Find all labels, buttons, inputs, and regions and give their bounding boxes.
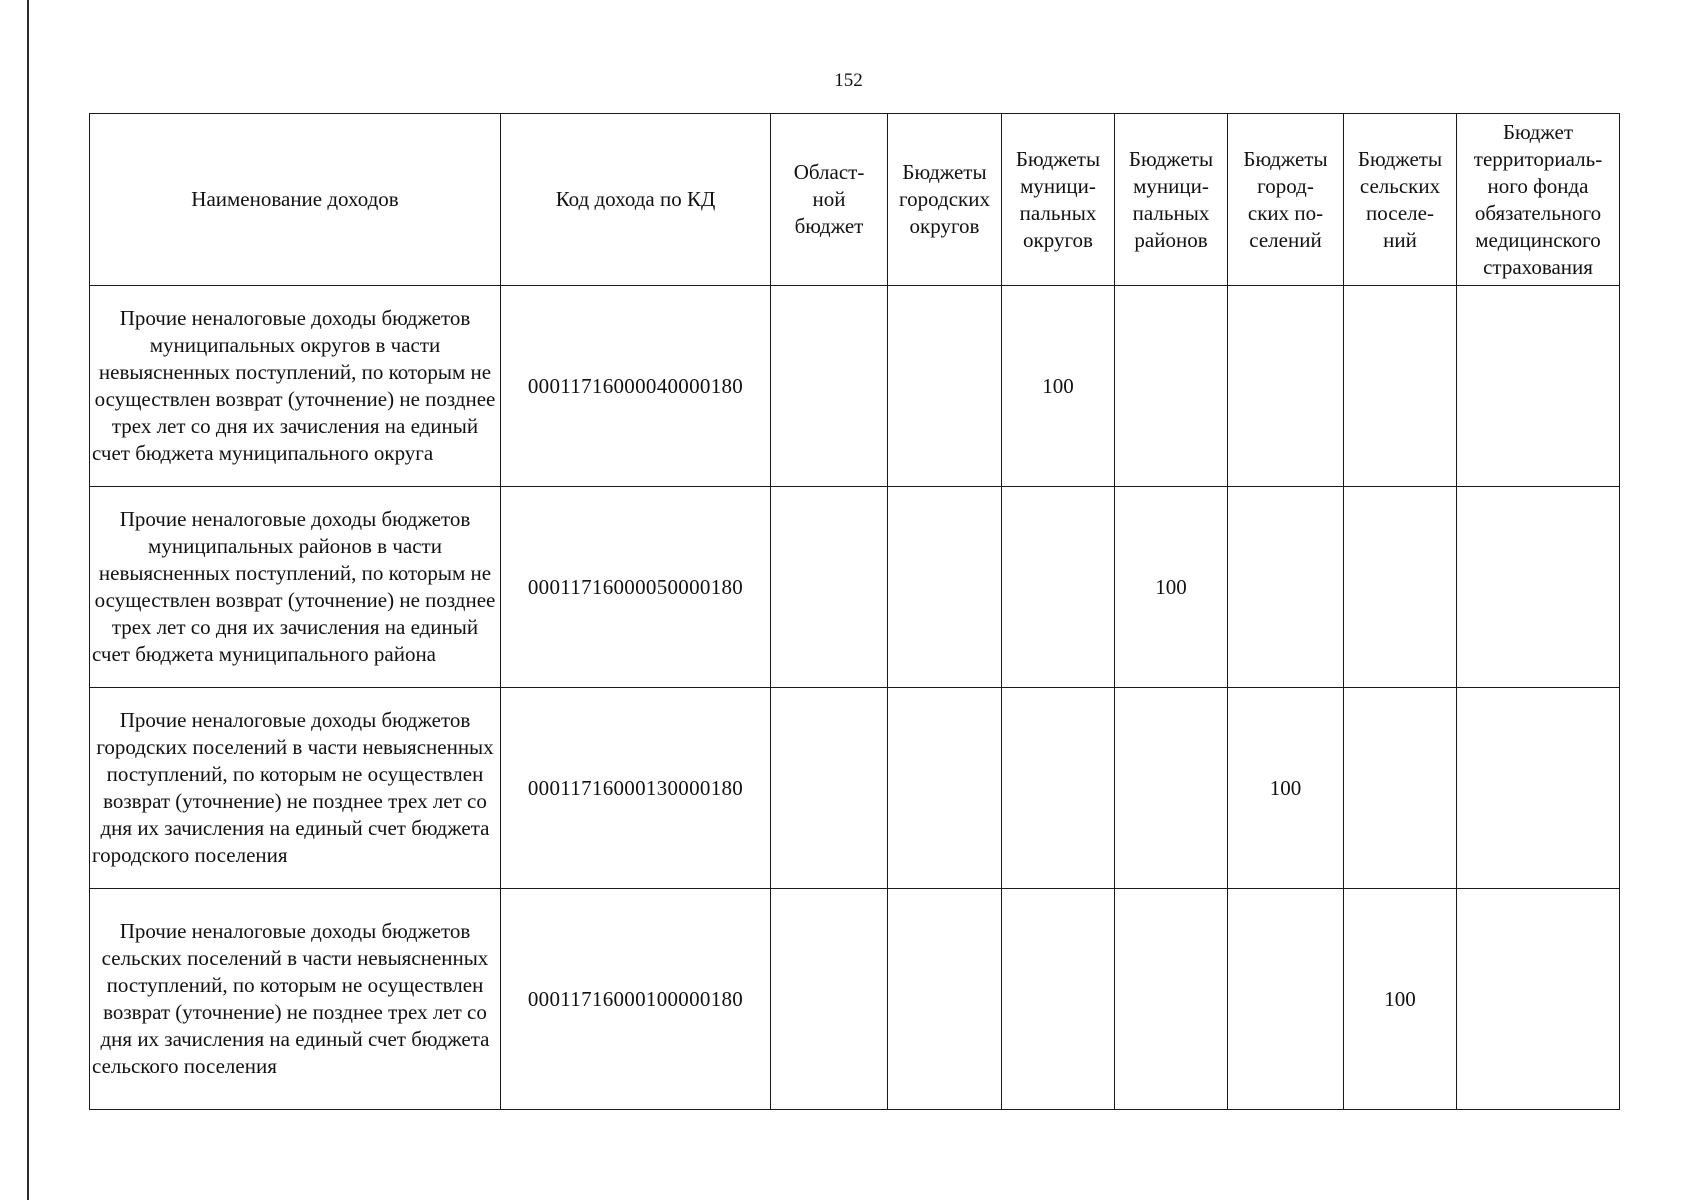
header-cell-municipal-districts: Бюджеты муници- пальных районов: [1115, 114, 1228, 286]
value-cell: [1228, 286, 1344, 487]
value-cell: [1457, 286, 1620, 487]
header-cell-city-districts: Бюджеты городских округов: [888, 114, 1002, 286]
value-cell: [1002, 487, 1115, 688]
value-cell: [888, 889, 1002, 1110]
revenue-name-cell: Прочие неналоговые доходы бюджетов сельских поселений в части невыясненных поступлений, по которым не осуществлен возврат (уточнение) не позднее трех лет со дня их зачисления на единый счет бюджета сельского поселения: [90, 889, 501, 1110]
value-cell: [1115, 889, 1228, 1110]
header-cell-regional-budget: Област- ной бюджет: [771, 114, 888, 286]
table-row: [90, 889, 1620, 1110]
value-cell: [1002, 889, 1115, 1110]
header-cell-code: Код дохода по КД: [501, 114, 771, 286]
revenue-distribution-table: [89, 113, 1620, 1110]
header-cell-health-insurance-fund: Бюджет территориаль- ного фонда обязательного медицинского страхования: [1457, 114, 1620, 286]
value-cell: [1228, 889, 1344, 1110]
value-cell: 100: [1115, 487, 1228, 688]
value-cell: [1228, 487, 1344, 688]
revenue-name-cell: Прочие неналоговые доходы бюджетов муниципальных районов в части невыясненных поступлений, по которым не осуществлен возврат (уточнение) не позднее трех лет со дня их зачисления на единый счет бюджета муниципального района: [90, 487, 501, 688]
page-number: 152: [834, 70, 863, 91]
value-cell: [1002, 688, 1115, 889]
value-cell: [1344, 688, 1457, 889]
value-cell: [888, 286, 1002, 487]
value-cell: [1115, 688, 1228, 889]
value-cell: [771, 688, 888, 889]
table-row: [90, 286, 1620, 487]
value-cell: 100: [1344, 889, 1457, 1110]
value-cell: [1344, 487, 1457, 688]
table-row: [90, 688, 1620, 889]
header-cell-rural-settlements: Бюджеты сельских поселе- ний: [1344, 114, 1457, 286]
revenue-code-cell: 00011716000050000180: [501, 487, 771, 688]
header-cell-name: Наименование доходов: [90, 114, 501, 286]
margin-rule: [27, 0, 29, 1200]
value-cell: [888, 487, 1002, 688]
header-cell-municipal-okrugs: Бюджеты муници- пальных округов: [1002, 114, 1115, 286]
revenue-name-cell: Прочие неналоговые доходы бюджетов муниципальных округов в части невыясненных поступлений, по которым не осуществлен возврат (уточнение) не позднее трех лет со дня их зачисления на единый счет бюджета муниципального округа: [90, 286, 501, 487]
value-cell: [771, 889, 888, 1110]
table-row: [90, 487, 1620, 688]
value-cell: [1457, 487, 1620, 688]
value-cell: 100: [1002, 286, 1115, 487]
value-cell: [1457, 889, 1620, 1110]
value-cell: 100: [1228, 688, 1344, 889]
value-cell: [888, 688, 1002, 889]
value-cell: [771, 286, 888, 487]
table-header-row: [90, 114, 1620, 286]
value-cell: [1344, 286, 1457, 487]
revenue-code-cell: 00011716000130000180: [501, 688, 771, 889]
revenue-code-cell: 00011716000100000180: [501, 889, 771, 1110]
value-cell: [1115, 286, 1228, 487]
header-cell-urban-settlements: Бюджеты город- ских по- селений: [1228, 114, 1344, 286]
revenue-code-cell: 00011716000040000180: [501, 286, 771, 487]
revenue-name-cell: Прочие неналоговые доходы бюджетов городских поселений в части невыясненных поступлений, по которым не осуществлен возврат (уточнение) не позднее трех лет со дня их зачисления на единый счет бюджета городского поселения: [90, 688, 501, 889]
value-cell: [771, 487, 888, 688]
value-cell: [1457, 688, 1620, 889]
